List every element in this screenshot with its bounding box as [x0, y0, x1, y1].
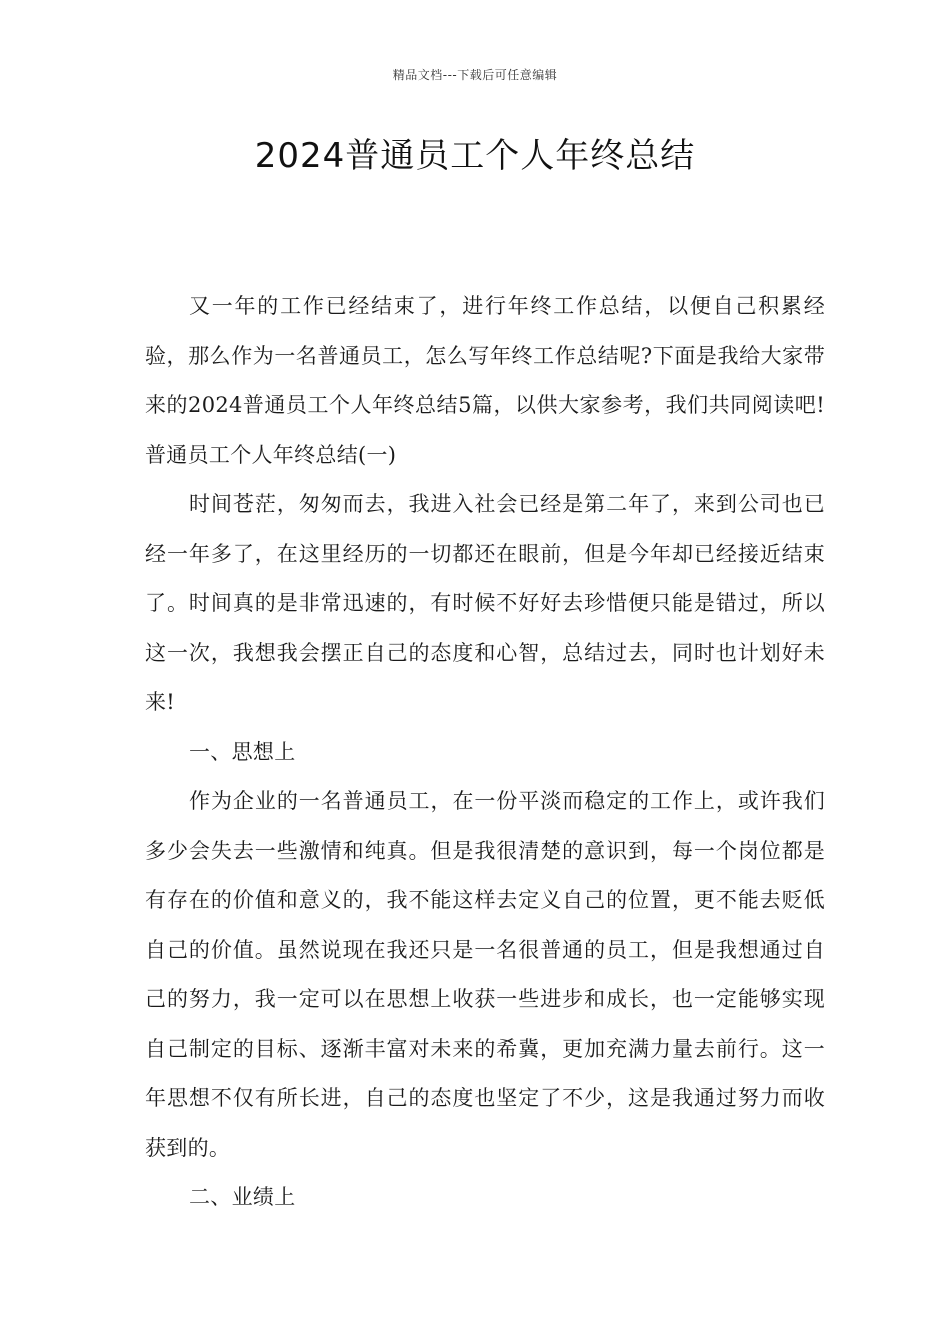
section-heading-thought: 一、思想上	[189, 739, 296, 764]
paragraph-thought: 作为企业的一名普通员工，在一份平淡而稳定的工作上，或许我们多少会失去一些激情和纯真。但是我很清楚的意识到，每一个岗位都是有存在的价值和意义的，我不能这样去定义自己的位置，更不能去贬低自己的价值。虽然说现在我还只是一名很普通的员工，但是我想通过自己的努力，我一定可以在思想上收获一些进步和成长，也一定能够实现自己制定的目标、逐渐丰富对未来的希冀，更加充满力量去前行。这一年思想不仅有所长进，自己的态度也坚定了不少，这是我通过努力而收获到的。	[145, 789, 825, 1160]
paragraph-opening: 时间苍茫，匆匆而去，我进入社会已经是第二年了，来到公司也已经一年多了，在这里经历的一切都还在眼前，但是今年却已经接近结束了。时间真的是非常迅速的，有时候不好好去珍惜便只能是错过，所以这一次，我想我会摆正自己的态度和心智，总结过去，同时也计划好未来!	[145, 492, 825, 714]
document-title: 2024普通员工个人年终总结	[254, 136, 696, 176]
section-heading-performance: 二、业绩上	[189, 1185, 296, 1209]
header-note: 精品文档---下载后可任意编辑	[392, 68, 558, 82]
document-body	[145, 282, 825, 1223]
paragraph-intro: 又一年的工作已经结束了，进行年终工作总结，以便自己积累经验，那么作为一名普通员工，怎么写年终工作总结呢?下面是我给大家带来的2024普通员工个人年终总结5篇，以供大家参考，我们共同阅读吧!普通员工个人年终总结(一)	[145, 294, 825, 467]
